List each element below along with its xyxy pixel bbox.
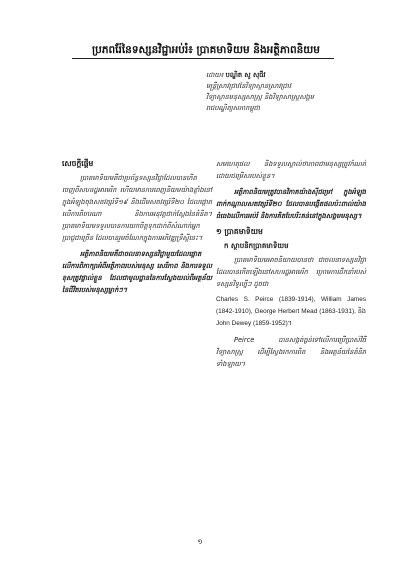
intro-paragraph-2: អត្ថិភាពនិយមគឺជាចលនាទស្សនវិជ្ជាមួយដែលផ្ដោតលើការពិភាក្សាអំពីអត្ថិភាពរបស់មនុស្ស សេរីភាព និងការទទួលខុសត្រូវផ្ទាល់ខ្លួន ដែលជាមូលដ្ឋាននៃការស្វែងយល់ពីអត្ថន័យនៃជីវិតរបស់មនុស្សម្នាក់ៗ។: [62, 250, 212, 294]
byline-affiliation-1: មន្ត្រីស្រាវជ្រាវនៃវិទ្យាស្ថានស្រាវជ្រាវ: [206, 82, 291, 90]
left-column: [62, 158, 212, 300]
byline-affiliation-3: រាជបណ្ឌិត្យសភាកម្ពុជា: [206, 104, 260, 112]
intro-paragraph-4: អត្ថិភាពនិយមត្រូវបានវិភាគយ៉ាងស៊ីជម្រៅ ក្នុងអំឡុងពាក់កណ្ដាលសតវត្សរ៍ទី២០ ដែលបានបង្កើតផលប៉ះពាល់យ៉ាងធំធេងលើការអប់រំ និងការគិតបែបរិះគន់នៅក្នុងសង្គមមនុស្ស។: [216, 188, 366, 220]
page-number: ១: [197, 538, 203, 546]
section-1-heading: ១ ប្រាគមាទិយម: [216, 227, 263, 236]
intro-paragraph-3: សមហេតុផល និងទទួលស្គាល់ថាភាពជាមនុស្សត្រូវកំណត់ដោយជម្រើសរបស់ខ្លួន។: [216, 160, 366, 180]
byline: [206, 70, 356, 114]
section-1-paragraph-1: ប្រាគមាទិយមអាចនិយាយបានថា ជាចលនាទស្សនវិជ្ជាដែលបានកើតឡើងនៅសហរដ្ឋអាមេរិក ក្រោមការដឹកនាំរបស់ទស្សនវិទូល្បីៗ ដូចជា: [216, 256, 366, 288]
section-1-paragraph-2: Peirce បានសង្កត់ធ្ងន់ទៅលើការប្រើប្រាស់វិធីវិទ្យាសាស្ត្រ ដើម្បីស្វែងរកការពិត និងអត្ថន័យនៃគំនិតទាំងឡាយ។: [216, 336, 366, 368]
byline-author: បណ្ឌិត សូ សុជីវ: [225, 71, 266, 79]
title-underline: [72, 58, 334, 59]
document-title: ប្រភពរ៉ែនៃទស្សនវិជ្ជាអប់រំ៖ ប្រាគមាទិយម និងអត្ថិភាពនិយម: [92, 44, 320, 56]
section-1-subheading: ក ស្ថាបនិកប្រាគមាទិយម: [224, 242, 289, 250]
right-column: [216, 158, 366, 374]
byline-affiliation-2: វិទ្យាស្ថានមនុស្សសាស្ត្រ និងវិទ្យាសាស្ត្រសង្គម: [206, 93, 314, 101]
byline-by-label: ដោយ៖: [206, 71, 224, 79]
section-1-names: Charles S. Peirce (1839-1914), William James (1842-1910), George Herbert Mead (1863-1931), និង John Dewey (1859-1952)។: [216, 296, 366, 327]
byline-author-line: [206, 70, 356, 81]
intro-paragraph-1: ប្រាគមាទិយមគឺជាប្រព័ន្ធទស្សនវិជ្ជាដែលបានកើតចេញពីសហរដ្ឋអាមេរិក ហើយមានការពេញនិយមយ៉ាងខ្លាំងនៅក្នុងអំឡុងចុងសតវត្សរ៍ទី១៩ និងដើមសតវត្សរ៍ទី២០ ដែលផ្ដោតលើការពិចារណា និងការអនុវត្តជាក់ស្ដែងនៃគំនិត។ ប្រាគមាទិយមទទួលបានការយកចិត្តទុកដាក់ពីសំណាក់អ្នកប្រាជ្ញជាច្រើន ដែលបានរួមចំណែកក្នុងការអភិវឌ្ឍទ្រឹស្ដីនេះ។: [62, 174, 212, 242]
intro-heading: សេចក្ដីផ្ដើម: [62, 159, 94, 168]
